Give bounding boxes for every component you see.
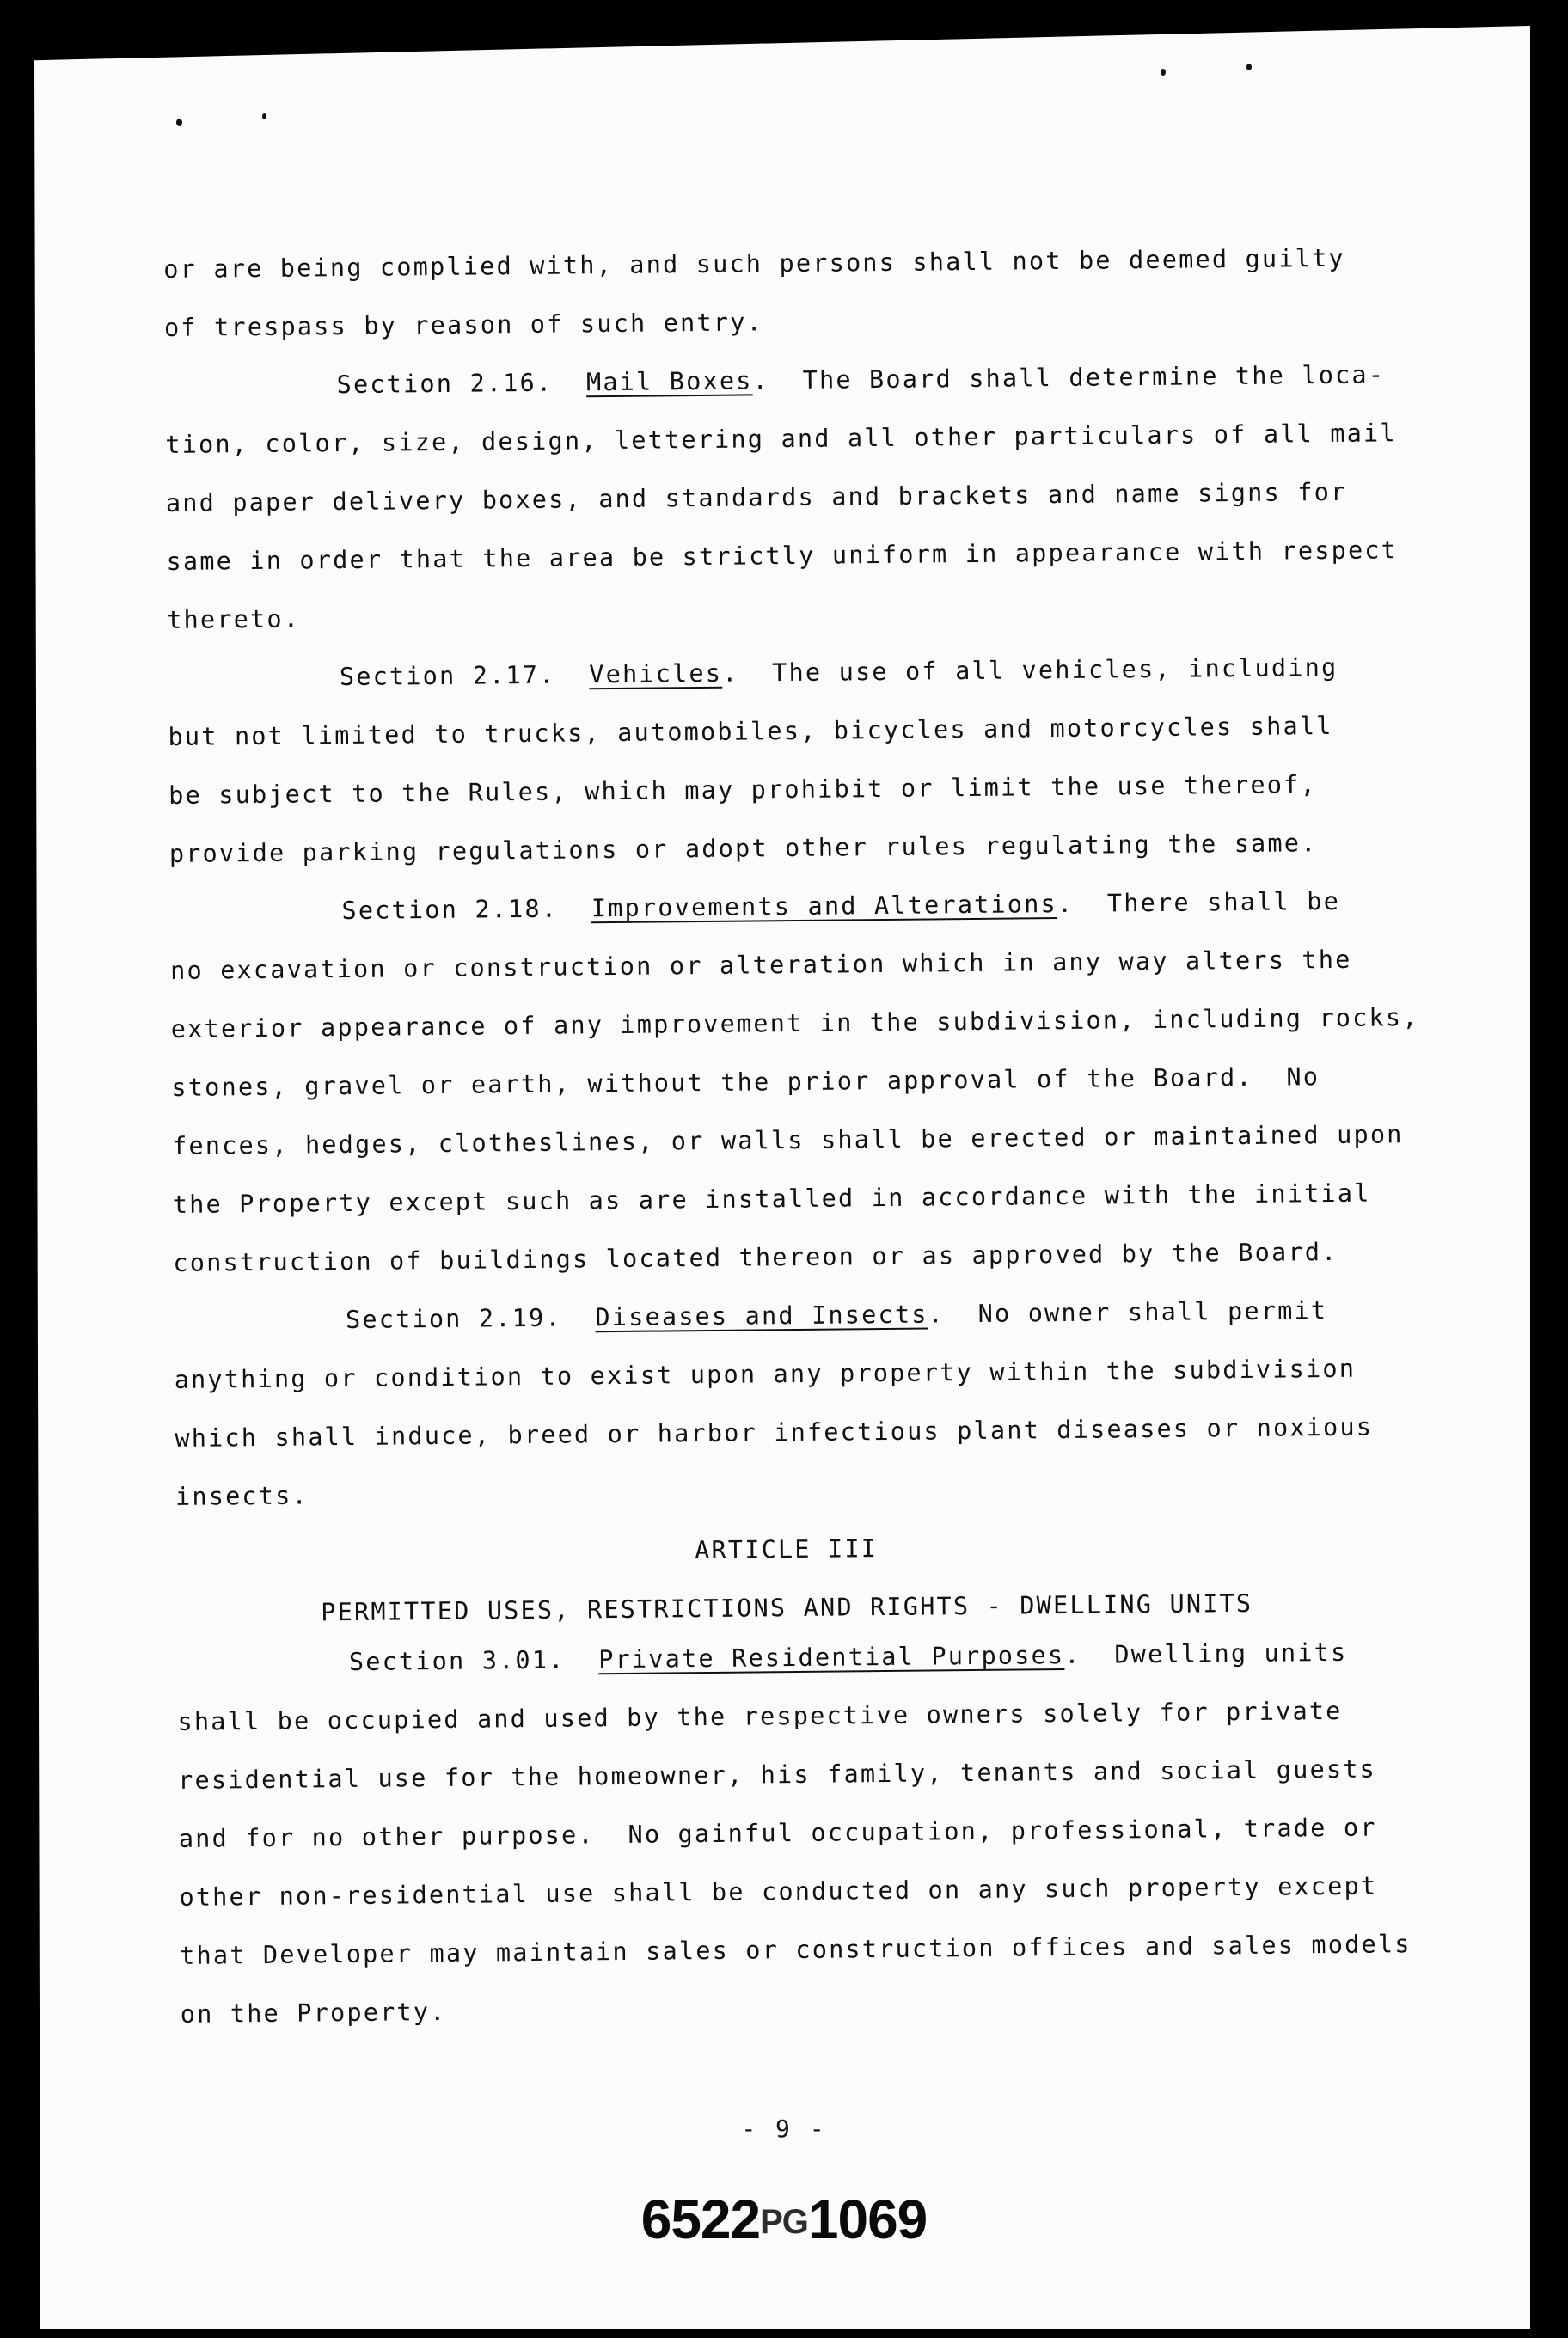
section-text: . No owner shall permit <box>928 1296 1328 1329</box>
body-line: of trespass by reason of such entry. <box>163 308 764 342</box>
body-line: residential use for the homeowner, his family, tenants and social guests <box>178 1754 1377 1795</box>
scan-speck <box>1161 69 1166 76</box>
section-number: Section 2.18. <box>341 894 592 926</box>
section-title: Improvements and Alterations <box>591 890 1058 923</box>
scan-speck <box>176 119 182 126</box>
section-text: . The Board shall determine the loca- <box>752 360 1386 395</box>
section-title: Vehicles <box>589 658 723 689</box>
body-line: that Developer may maintain sales or construction offices and sales models <box>179 1930 1412 1970</box>
book-number: 6522 <box>640 2188 761 2250</box>
scan-speck <box>262 113 266 119</box>
section-number: Section 3.01. <box>348 1645 599 1677</box>
section-text: . Dwelling units <box>1064 1637 1348 1670</box>
body-line: or are being complied with, and such persons shall not be deemed guilty <box>163 243 1345 284</box>
body-line: the Property except such as are installed in accordance with the initial <box>172 1178 1371 1219</box>
article-subtitle: PERMITTED USES, RESTRICTIONS AND RIGHTS - DWELLING UNITS <box>321 1588 1253 1627</box>
body-line: thereto. <box>167 604 301 634</box>
body-line: exterior appearance of any improvement in the subdivision, including rocks, <box>170 1003 1419 1044</box>
section-title: Mail Boxes <box>585 366 753 397</box>
scan-speck <box>1246 64 1252 70</box>
body-line: tion, color, size, design, lettering and all other particulars of all mail <box>165 419 1397 459</box>
section-number: Section 2.16. <box>336 368 587 400</box>
book-page-stamp <box>0 2188 1568 2251</box>
body-line: stones, gravel or earth, without the prior approval of the Board. No <box>171 1062 1320 1102</box>
page-stamp-number: 1069 <box>807 2188 928 2250</box>
section-number: Section 2.17. <box>339 660 590 692</box>
section-text: . The use of all vehicles, including <box>721 652 1338 688</box>
body-line: on the Property. <box>180 1997 447 2029</box>
body-line: and for no other purpose. No gainful occupation, professional, trade or <box>178 1813 1377 1853</box>
section-number: Section 2.19. <box>345 1303 596 1335</box>
article-title: ARTICLE III <box>695 1534 879 1565</box>
body-line: be subject to the Rules, which may prohibit or limit the use thereof, <box>168 770 1318 810</box>
body-line: no excavation or construction or alteration which in any way alters the <box>169 945 1352 985</box>
body-line: anything or condition to exist upon any property within the subdivision <box>174 1354 1357 1394</box>
body-line: shall be occupied and used by the respective owners solely for private <box>177 1696 1343 1736</box>
body-line: other non-residential use shall be conducted on any such property except <box>179 1871 1378 1912</box>
section-title: Private Residential Purposes <box>598 1641 1065 1674</box>
document-body <box>163 229 1419 2044</box>
body-line: which shall induce, breed or harbor infectious plant diseases or noxious <box>175 1412 1374 1453</box>
body-line: but not limited to trucks, automobiles, bicycles and motorcycles shall <box>168 711 1333 751</box>
body-line: construction of buildings located thereon or as approved by the Board. <box>173 1237 1338 1277</box>
section-text: . There shall be <box>1057 886 1341 919</box>
body-line: same in order that the area be strictly uniform in appearance with respect <box>166 536 1399 576</box>
body-line: fences, hedges, clotheslines, or walls shall be erected or maintained upon <box>171 1120 1404 1160</box>
body-line: provide parking regulations or adopt other rules regulating the same. <box>168 829 1318 868</box>
book-page-separator: PG <box>760 2203 808 2241</box>
body-line: insects. <box>175 1481 309 1511</box>
page-number: - 9 - <box>741 2115 827 2143</box>
section-title: Diseases and Insects <box>595 1300 928 1332</box>
body-line: and paper delivery boxes, and standards and brackets and name signs for <box>165 477 1348 517</box>
